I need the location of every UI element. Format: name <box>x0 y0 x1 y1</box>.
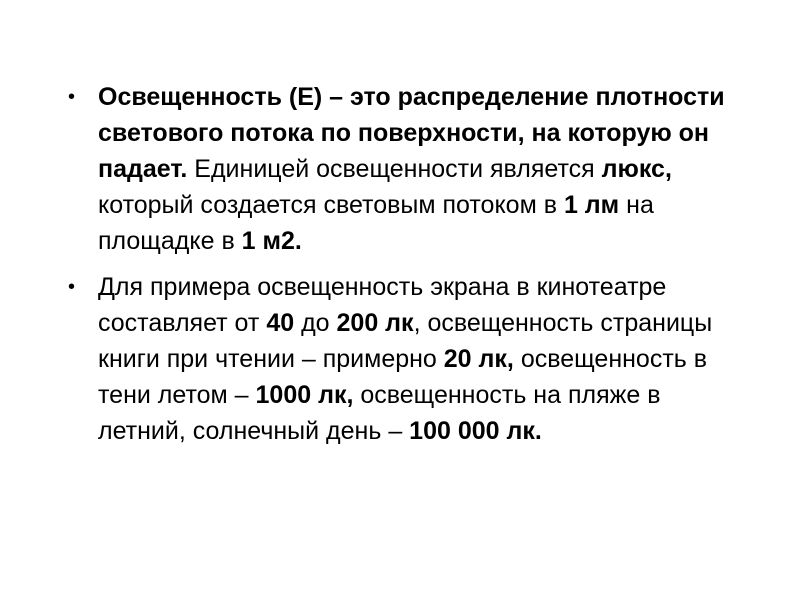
bullet-item-illuminance-examples <box>68 269 748 449</box>
bold-text: люкс, <box>601 155 672 183</box>
bold-text: Освещенность (Е) – это распределение плотности светового потока по поверхности, на которую он падает. <box>98 83 725 183</box>
text: Для примера освещенность экрана в кинотеатре составляет от <box>98 273 667 337</box>
bullet-dot-icon: • <box>68 276 76 298</box>
bold-text: 1 лм <box>563 191 620 219</box>
bold-text: 200 лк <box>336 309 414 337</box>
bold-text: 40 <box>266 309 295 337</box>
text: Единицей освещенности является <box>187 155 602 183</box>
bullet-dot-icon: • <box>68 86 76 108</box>
text: , освещенность страницы книги при чтении – примерно <box>98 309 713 373</box>
text: освещенность в тени летом – <box>98 345 708 409</box>
bullet-list <box>68 79 748 449</box>
bold-text: 20 лк, <box>443 345 514 373</box>
bold-text: 1 м2. <box>241 227 302 255</box>
bullet-item-illuminance-definition <box>68 79 748 259</box>
text: до <box>294 309 337 337</box>
bold-text: 100 000 лк. <box>409 417 542 445</box>
text: который создается световым потоком в <box>98 191 564 219</box>
bold-text: 1000 лк, <box>255 381 354 409</box>
text: на площадке в <box>98 191 654 255</box>
text: освещенность на пляже в летний, солнечный день – <box>98 381 661 445</box>
